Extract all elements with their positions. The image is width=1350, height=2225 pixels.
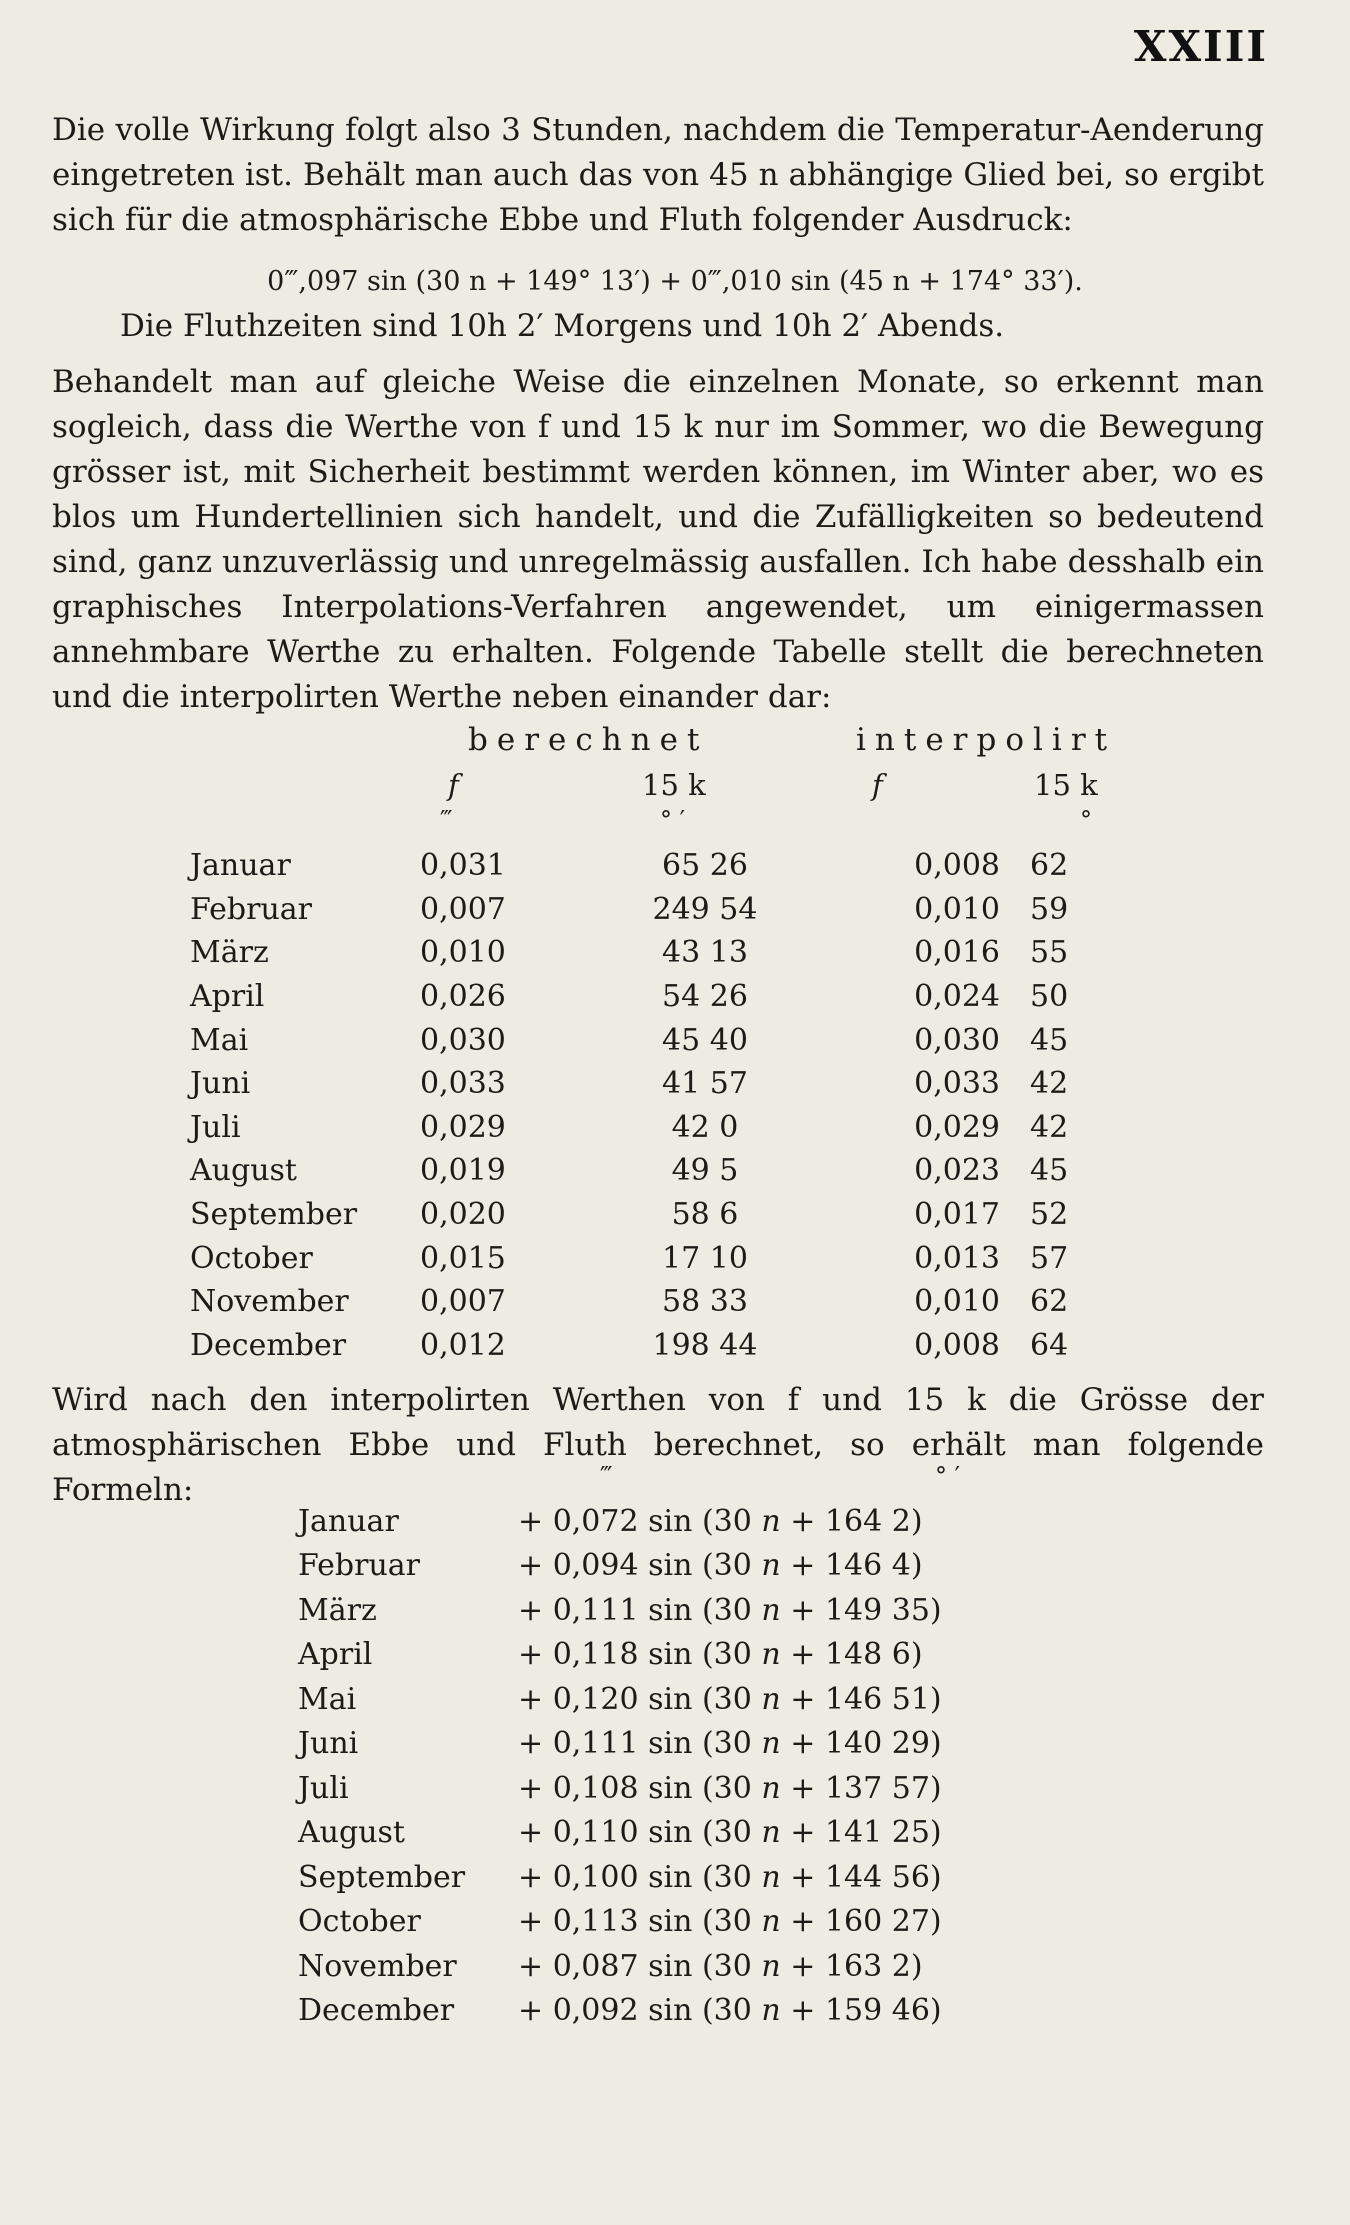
month-cell: April — [190, 979, 265, 1015]
table-row — [298, 1811, 1118, 1856]
variable-n: n — [761, 1904, 781, 1940]
month-cell: April — [298, 1637, 373, 1673]
f-interp-cell: 0,010 — [914, 1284, 1000, 1320]
f-calc-cell: 0,019 — [420, 1153, 506, 1189]
month-cell: October — [190, 1240, 313, 1276]
month-cell: Mai — [190, 1022, 249, 1058]
f-interp-cell: 0,023 — [914, 1153, 1000, 1189]
subheader-15k-calc: 15 k — [642, 768, 706, 802]
f-interp-cell: 0,013 — [914, 1240, 1000, 1276]
fluthzeiten-line: Die Fluthzeiten sind 10h 2′ Morgens und 10h 2′ Abends. — [120, 308, 1005, 344]
table-row — [298, 1677, 1118, 1722]
variable-n: n — [761, 1948, 781, 1984]
variable-n: n — [761, 1681, 781, 1717]
table-row — [298, 1722, 1118, 1767]
formulas-table — [298, 1499, 1118, 2033]
f-calc-cell: 0,010 — [420, 935, 506, 971]
unit-deg-min-formulas: ° ′ — [935, 1462, 961, 1490]
coefficient: 0,111 — [552, 1726, 639, 1762]
k-calc-cell: 45 40 — [662, 1022, 748, 1058]
header-berechnet: berechnet — [468, 722, 709, 758]
k-interp-cell: 57 — [1030, 1240, 1069, 1276]
table-row — [190, 1236, 1160, 1280]
unit-deg-interp: ° — [1080, 806, 1092, 834]
phase-angle: 148 6 — [824, 1637, 911, 1673]
coefficient: 0,111 — [552, 1592, 639, 1628]
table-row — [298, 1766, 1118, 1811]
table-row — [190, 1062, 1160, 1106]
f-interp-cell: 0,029 — [914, 1109, 1000, 1145]
k-interp-cell: 62 — [1030, 1284, 1069, 1320]
f-calc-cell: 0,020 — [420, 1197, 506, 1233]
f-calc-cell: 0,012 — [420, 1327, 506, 1363]
f-calc-cell: 0,015 — [420, 1240, 506, 1276]
k-interp-cell: 45 — [1030, 1022, 1069, 1058]
table-row — [298, 1544, 1118, 1589]
paragraph-formulas-intro: Wird nach den interpolirten Werthen von f und 15 k die Grösse der atmosphärischen Ebbe und Fluth berechnet, so erhält man folgende Formeln: — [52, 1382, 1264, 1508]
f-calc-cell: 0,007 — [420, 1284, 506, 1320]
phase-angle: 163 2 — [824, 1948, 911, 1984]
f-interp-cell: 0,008 — [914, 848, 1000, 884]
month-cell: August — [190, 1153, 297, 1189]
table-row — [190, 1193, 1160, 1237]
phase-angle: 146 4 — [824, 1548, 911, 1584]
formula-cell: + 0,120 sin (30 n + 146 51) — [518, 1681, 942, 1717]
table-row — [190, 1149, 1160, 1193]
f-interp-cell: 0,024 — [914, 979, 1000, 1015]
variable-n: n — [761, 1592, 781, 1628]
table-row — [298, 1633, 1118, 1678]
k-calc-cell: 41 57 — [662, 1066, 748, 1102]
f-interp-cell: 0,016 — [914, 935, 1000, 971]
paragraph-monthly: Behandelt man auf gleiche Weise die einzelnen Monate, so erkennt man sogleich, dass die Werthe von f und 15 k nur im Sommer, wo die Bewegung grösser ist, mit Sicherheit bestimmt werden können, im Winter aber, wo es blos um Hundertellinien sich handelt, und die Zufälligkeiten so bedeutend sind, ganz unzuverlässig und unregelmässig ausfallen. Ich habe desshalb ein graphisches Interpolations-Verfahren angewendet, um einigermassen annehmbare Werthe zu erhalten. Folgende Tabelle stellt die berechneten und die interpolirten Werthe neben einander dar: — [52, 364, 1264, 715]
formula-cell: + 0,108 sin (30 n + 137 57) — [518, 1770, 942, 1806]
k-interp-cell: 52 — [1030, 1197, 1069, 1233]
k-interp-cell: 42 — [1030, 1109, 1069, 1145]
table-row — [190, 975, 1160, 1019]
month-cell: Februar — [298, 1548, 421, 1584]
month-cell: März — [190, 935, 269, 971]
f-calc-cell: 0,026 — [420, 979, 506, 1015]
month-cell: Januar — [190, 848, 291, 884]
phase-angle: 144 56 — [824, 1859, 930, 1895]
coefficient: 0,120 — [552, 1681, 639, 1717]
f-calc-cell: 0,029 — [420, 1109, 506, 1145]
month-cell: December — [298, 1993, 455, 2029]
month-cell: Juni — [298, 1726, 359, 1762]
phase-angle: 141 25 — [824, 1815, 930, 1851]
month-cell: Juni — [190, 1066, 251, 1102]
phase-angle: 159 46 — [824, 1993, 930, 2029]
variable-n: n — [761, 1770, 781, 1806]
month-cell: November — [298, 1948, 457, 1984]
k-interp-cell: 50 — [1030, 979, 1069, 1015]
formula-cell: + 0,094 sin (30 n + 146 4) — [518, 1548, 923, 1584]
table-row — [298, 1900, 1118, 1945]
formula-main: 0‴,097 sin (30 n + 149° 13′) + 0‴,010 sin (45 n + 174° 33′). — [267, 266, 1083, 297]
table-row — [190, 1106, 1160, 1150]
formula-cell: + 0,087 sin (30 n + 163 2) — [518, 1948, 923, 1984]
unit-deg-min-calc: ° ′ — [660, 806, 686, 834]
month-cell: December — [190, 1327, 347, 1363]
phase-angle: 137 57 — [824, 1770, 930, 1806]
variable-n: n — [761, 1548, 781, 1584]
f-calc-cell: 0,031 — [420, 848, 506, 884]
k-interp-cell: 42 — [1030, 1066, 1069, 1102]
table-row — [298, 1588, 1118, 1633]
table-row — [298, 1989, 1118, 2034]
variable-n: n — [761, 1726, 781, 1762]
formula-cell: + 0,111 sin (30 n + 140 29) — [518, 1726, 942, 1762]
k-interp-cell: 45 — [1030, 1153, 1069, 1189]
k-calc-cell: 42 0 — [671, 1109, 739, 1145]
subheader-f-interp: f — [872, 768, 883, 802]
month-cell: September — [298, 1859, 466, 1895]
formula-cell: + 0,110 sin (30 n + 141 25) — [518, 1815, 942, 1851]
k-calc-cell: 249 54 — [652, 891, 758, 927]
table-row — [190, 1324, 1160, 1368]
k-calc-cell: 198 44 — [652, 1327, 758, 1363]
formula-cell: + 0,072 sin (30 n + 164 2) — [518, 1503, 923, 1539]
variable-n: n — [761, 1503, 781, 1539]
variable-n: n — [761, 1859, 781, 1895]
phase-angle: 164 2 — [824, 1503, 911, 1539]
k-calc-cell: 65 26 — [662, 848, 748, 884]
formula-cell: + 0,100 sin (30 n + 144 56) — [518, 1859, 942, 1895]
k-calc-cell: 54 26 — [662, 979, 748, 1015]
f-calc-cell: 0,007 — [420, 891, 506, 927]
k-interp-cell: 59 — [1030, 891, 1069, 927]
k-calc-cell: 58 33 — [662, 1284, 748, 1320]
page-number: XXIII — [1133, 22, 1268, 71]
k-calc-cell: 43 13 — [662, 935, 748, 971]
month-cell: März — [298, 1592, 377, 1628]
table-row — [190, 931, 1160, 975]
k-interp-cell: 64 — [1030, 1327, 1069, 1363]
k-interp-cell: 55 — [1030, 935, 1069, 971]
k-calc-cell: 49 5 — [671, 1153, 739, 1189]
month-cell: Mai — [298, 1681, 357, 1717]
variable-n: n — [761, 1815, 781, 1851]
month-cell: August — [298, 1815, 405, 1851]
month-cell: Juli — [298, 1770, 349, 1806]
coefficient: 0,100 — [552, 1859, 639, 1895]
f-interp-cell: 0,010 — [914, 891, 1000, 927]
phase-angle: 160 27 — [824, 1904, 930, 1940]
table-row — [298, 1944, 1118, 1989]
table-row — [298, 1855, 1118, 1900]
table-row — [298, 1499, 1118, 1544]
month-cell: Juli — [190, 1109, 241, 1145]
formula-cell: + 0,113 sin (30 n + 160 27) — [518, 1904, 942, 1940]
phase-angle: 140 29 — [824, 1726, 930, 1762]
formula-cell: + 0,111 sin (30 n + 149 35) — [518, 1592, 942, 1628]
table-row — [190, 1280, 1160, 1324]
month-cell: October — [298, 1904, 421, 1940]
comparison-table — [190, 844, 1160, 1367]
coefficient: 0,092 — [552, 1993, 639, 2029]
coefficient: 0,087 — [552, 1948, 639, 1984]
subheader-f-calc: f — [448, 768, 459, 802]
month-cell: November — [190, 1284, 349, 1320]
coefficient: 0,108 — [552, 1770, 639, 1806]
f-interp-cell: 0,008 — [914, 1327, 1000, 1363]
coefficient: 0,113 — [552, 1904, 639, 1940]
coefficient: 0,072 — [552, 1503, 639, 1539]
f-interp-cell: 0,033 — [914, 1066, 1000, 1102]
unit-f-formulas: ‴ — [600, 1462, 613, 1490]
k-interp-cell: 62 — [1030, 848, 1069, 884]
variable-n: n — [761, 1637, 781, 1673]
subheader-15k-interp: 15 k — [1034, 768, 1098, 802]
table-row — [190, 888, 1160, 932]
coefficient: 0,110 — [552, 1815, 639, 1851]
table-row — [190, 844, 1160, 888]
header-interpolirt: interpolirt — [856, 722, 1117, 758]
paragraph-intro: Die volle Wirkung folgt also 3 Stunden, nachdem die Temperatur-Aenderung eingetreten ist. Behält man auch das von 45 n abhängige Glied bei, so ergibt sich für die atmosphärische Ebbe und Fluth folgender Ausdruck: — [52, 112, 1264, 238]
k-calc-cell: 17 10 — [662, 1240, 748, 1276]
f-interp-cell: 0,017 — [914, 1197, 1000, 1233]
phase-angle: 146 51 — [824, 1681, 930, 1717]
formula-cell: + 0,118 sin (30 n + 148 6) — [518, 1637, 923, 1673]
month-cell: September — [190, 1197, 358, 1233]
formula-cell: + 0,092 sin (30 n + 159 46) — [518, 1993, 942, 2029]
coefficient: 0,094 — [552, 1548, 639, 1584]
coefficient: 0,118 — [552, 1637, 639, 1673]
phase-angle: 149 35 — [824, 1592, 930, 1628]
k-calc-cell: 58 6 — [671, 1197, 739, 1233]
f-interp-cell: 0,030 — [914, 1022, 1000, 1058]
table-row — [190, 1018, 1160, 1062]
month-cell: Januar — [298, 1503, 399, 1539]
f-calc-cell: 0,033 — [420, 1066, 506, 1102]
variable-n: n — [761, 1993, 781, 2029]
month-cell: Februar — [190, 891, 313, 927]
f-calc-cell: 0,030 — [420, 1022, 506, 1058]
unit-f-calc: ‴ — [440, 806, 453, 834]
